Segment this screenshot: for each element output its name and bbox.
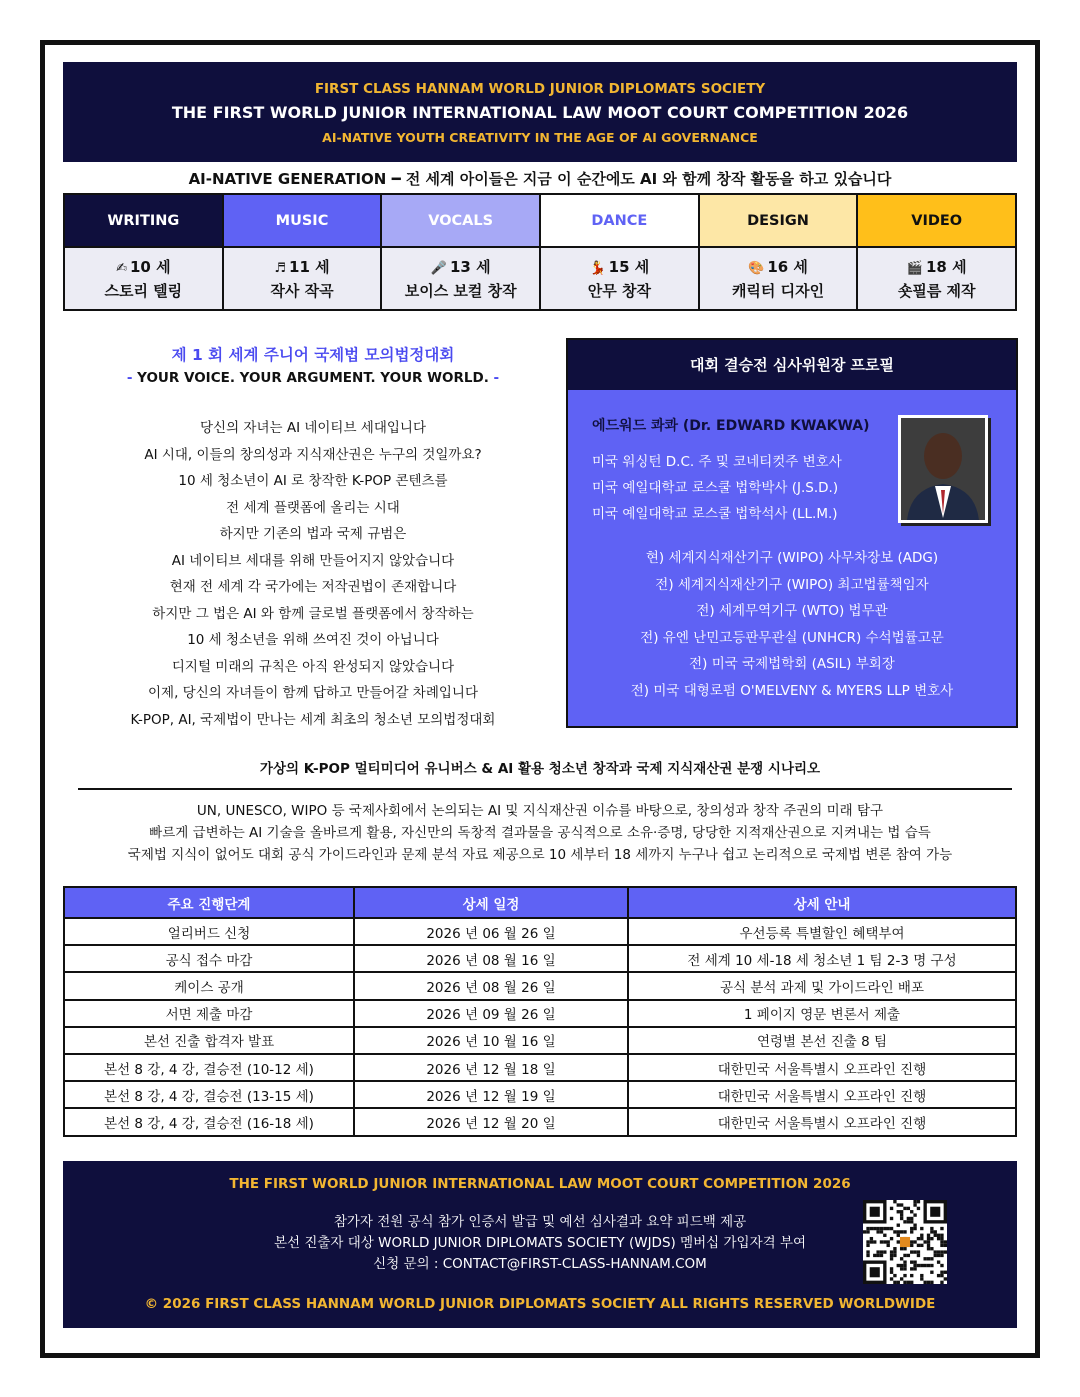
intro-line: 현재 전 세계 각 국가에는 저작권법이 존재합니다 [169,579,457,595]
table-cell: 2026 년 10 월 16 일 [354,1027,628,1054]
category-icon: 🎨 [748,261,765,276]
category-grid [63,193,1017,311]
table-header: 상세 일정 [354,887,628,918]
category-title: DESIGN [700,195,857,248]
category-body [224,248,381,309]
intro-subtitle: - YOUR VOICE. YOUR ARGUMENT. YOUR WORLD. - [126,370,500,386]
footer-banner [63,1161,1017,1328]
table-row [64,972,1016,999]
category-age: 10 세 [129,258,171,276]
table-cell: 1 페이지 영문 변론서 제출 [628,1000,1016,1027]
table-cell: 2026 년 09 월 26 일 [354,1000,628,1027]
table-cell: 공식 분석 과제 및 가이드라인 배포 [628,972,1016,999]
tagline: AI-NATIVE GENERATION ━ 전 세계 아이들은 지금 이 순간에도 AI 와 함께 창작 활동을 하고 있습니다 [188,170,892,188]
category-music [224,195,383,309]
category-dance [541,195,700,309]
intro-line: 당신의 자녀는 AI 네이티브 세대입니다 [200,420,426,436]
table-row [64,1108,1016,1135]
table-row [64,1027,1016,1054]
category-age: 18 세 [925,258,967,276]
intro-line: 10 세 청소년을 위해 쓰여진 것이 아닙니다 [187,632,439,648]
footer-line: 신청 문의 : CONTACT@FIRST-CLASS-HANNAM.COM [373,1256,707,1272]
scenario-line: UN, UNESCO, WIPO 등 국제사회에서 논의되는 AI 및 지식재산권 이슈를 바탕으로, 창의성과 창작 주권의 미래 탐구 [196,803,884,819]
table-cell: 얼리버드 신청 [64,918,354,945]
judge-photo [898,415,988,523]
intro-body [63,415,563,733]
scenario-line: 국제법 지식이 없어도 대회 공식 가이드라인과 문제 분석 자료 제공으로 10 세부터 18 세까지 누구나 쉽고 논리적으로 국제법 변론 참여 가능 [127,847,953,863]
table-cell: 서면 제출 마감 [64,1000,354,1027]
category-title: VIDEO [858,195,1015,248]
category-age-row [65,256,222,280]
judge-credentials [592,449,842,527]
category-video [858,195,1015,309]
category-body [541,248,698,309]
category-desc: 안무 창작 [587,282,651,300]
footer-title: THE FIRST WORLD JUNIOR INTERNATIONAL LAW MOOT COURT COMPETITION 2026 [229,1176,851,1192]
table-header: 주요 진행단계 [64,887,354,918]
table-row [64,1000,1016,1027]
judge-roles [568,545,1016,704]
judge-role: 전) 유엔 난민고등판무관실 (UNHCR) 수석법률고문 [640,629,944,646]
table-row [64,918,1016,945]
intro-line: 10 세 청소년이 AI 로 창작한 K-POP 콘텐츠를 [178,473,448,489]
category-age: 11 세 [289,258,330,276]
table-cell: 대한민국 서울특별시 오프라인 진행 [628,1081,1016,1108]
table-cell: 우선등록 특별할인 혜택부여 [628,918,1016,945]
category-desc: 스토리 텔링 [104,282,183,300]
category-title: WRITING [65,195,222,248]
judge-credential: 미국 예일대학교 로스쿨 법학석사 (LL.M.) [592,506,838,522]
divider [78,788,1012,790]
intro-line: 이제, 당신의 자녀들이 함께 답하고 만들어갈 차례입니다 [148,685,478,701]
competition-theme: AI-NATIVE YOUTH CREATIVITY IN THE AGE OF AI GOVERNANCE [322,130,758,145]
table-cell: 케이스 공개 [64,972,354,999]
judge-role: 전) 세계무역기구 (WTO) 법무관 [696,603,888,619]
table-cell: 연령별 본선 진출 8 팀 [628,1027,1016,1054]
category-icon: ✍ [116,261,127,276]
category-icon: ♬ [274,261,287,276]
judge-role: 전) 세계지식재산기구 (WIPO) 최고법률책임자 [655,576,929,593]
table-cell: 대한민국 서울특별시 오프라인 진행 [628,1108,1016,1135]
table-cell: 본선 8 강, 4 강, 결승전 (13-15 세) [64,1081,354,1108]
table-cell: 본선 진출 합격자 발표 [64,1027,354,1054]
judge-profile [566,338,1018,728]
category-title: DANCE [541,195,698,248]
intro-line: 전 세계 플랫폼에 올리는 시대 [226,499,400,516]
judge-role: 전) 미국 대형로펌 O'MELVENY & MYERS LLP 변호사 [630,682,954,699]
footer-line: 참가자 전원 공식 참가 인증서 발급 및 예선 심사결과 요약 피드백 제공 [333,1214,747,1230]
category-writing [65,195,224,309]
scenario-line: 빠르게 급변하는 AI 기술을 올바르게 활용, 자신만의 독창적 결과물을 공식적으로 소유·증명, 당당한 지적재산권으로 지켜내는 법 습득 [149,825,931,841]
copyright: © 2026 FIRST CLASS HANNAM WORLD JUNIOR DIPLOMATS SOCIETY ALL RIGHTS RESERVED WORLDWIDE [144,1296,936,1312]
category-age-row [382,256,539,280]
category-design [700,195,859,309]
category-age: 16 세 [767,258,808,276]
table-cell: 2026 년 12 월 18 일 [354,1054,628,1081]
scenario-body [63,800,1017,866]
intro-line: AI 시대, 이들의 창의성과 지식재산권은 누구의 것일까요? [144,446,482,463]
org-name: FIRST CLASS HANNAM WORLD JUNIOR DIPLOMATS SOCIETY [314,81,766,97]
qr-code[interactable] [863,1200,947,1284]
intro-line: 하지만 그 법은 AI 와 함께 글로벌 플랫폼에서 창작하는 [152,605,474,622]
category-desc: 작사 작곡 [270,282,334,300]
table-header: 상세 안내 [628,887,1016,918]
judge-role: 현) 세계지식재산기구 (WIPO) 사무차장보 (ADG) [645,550,939,566]
intro-line: 디지털 미래의 규칙은 아직 완성되지 않았습니다 [171,658,455,675]
table-cell: 본선 8 강, 4 강, 결승전 (10-12 세) [64,1054,354,1081]
intro-line: K-POP, AI, 국제법이 만나는 세계 최초의 청소년 모의법정대회 [130,711,496,728]
table-row [64,945,1016,972]
category-desc: 보이스 보컬 창작 [404,282,517,300]
category-title: VOCALS [382,195,539,248]
schedule-table [63,886,1017,1137]
category-age-row [700,256,857,280]
category-body [700,248,857,309]
table-cell: 2026 년 06 월 26 일 [354,918,628,945]
category-age-row [224,256,381,280]
judge-name: 에드워드 콰콰 (Dr. EDWARD KWAKWA) [592,418,870,434]
scenario-title: 가상의 K-POP 멀티미디어 유니버스 & AI 활용 청소년 창작과 국제 지식재산권 분쟁 시나리오 [259,761,821,777]
category-vocals [382,195,541,309]
table-cell: 본선 8 강, 4 강, 결승전 (16-18 세) [64,1108,354,1135]
judge-heading: 대회 결승전 심사위원장 프로필 [568,340,1016,390]
category-body [65,248,222,309]
category-age: 13 세 [449,258,491,276]
category-age: 15 세 [608,258,650,276]
judge-credential: 미국 예일대학교 로스쿨 법학박사 (J.S.D.) [592,480,839,496]
intro-line: 하지만 기존의 법과 국제 규범은 [219,526,407,542]
intro-section [63,343,563,733]
judge-role: 전) 미국 국제법학회 (ASIL) 부회장 [689,656,895,672]
category-body [382,248,539,309]
category-desc: 캐릭터 디자인 [731,282,825,300]
category-icon: 💃 [589,261,606,276]
table-row [64,1081,1016,1108]
table-cell: 2026 년 08 월 26 일 [354,972,628,999]
category-icon: 🎤 [430,261,447,276]
table-cell: 공식 접수 마감 [64,945,354,972]
table-cell: 2026 년 12 월 19 일 [354,1081,628,1108]
table-cell: 2026 년 08 월 16 일 [354,945,628,972]
footer-line: 본선 진출자 대상 WORLD JUNIOR DIPLOMATS SOCIETY (WJDS) 멤버십 가입자격 부여 [273,1235,807,1251]
category-desc: 숏필름 제작 [897,282,976,300]
category-age-row [541,256,698,280]
category-icon: 🎬 [906,261,923,276]
header-banner [63,62,1017,162]
category-body [858,248,1015,309]
table-row [64,1054,1016,1081]
table-cell: 전 세계 10 세-18 세 청소년 1 팀 2-3 명 구성 [628,945,1016,972]
table-cell: 2026 년 12 월 20 일 [354,1108,628,1135]
table-cell: 대한민국 서울특별시 오프라인 진행 [628,1054,1016,1081]
judge-credential: 미국 워싱턴 D.C. 주 및 코네티컷주 변호사 [592,454,842,470]
category-age-row [858,256,1015,280]
category-title: MUSIC [224,195,381,248]
intro-line: AI 네이티브 세대를 위해 만들어지지 않았습니다 [171,552,455,569]
competition-title: THE FIRST WORLD JUNIOR INTERNATIONAL LAW MOOT COURT COMPETITION 2026 [171,103,909,122]
intro-title: 제 1 회 세계 주니어 국제법 모의법정대회 [171,346,455,364]
